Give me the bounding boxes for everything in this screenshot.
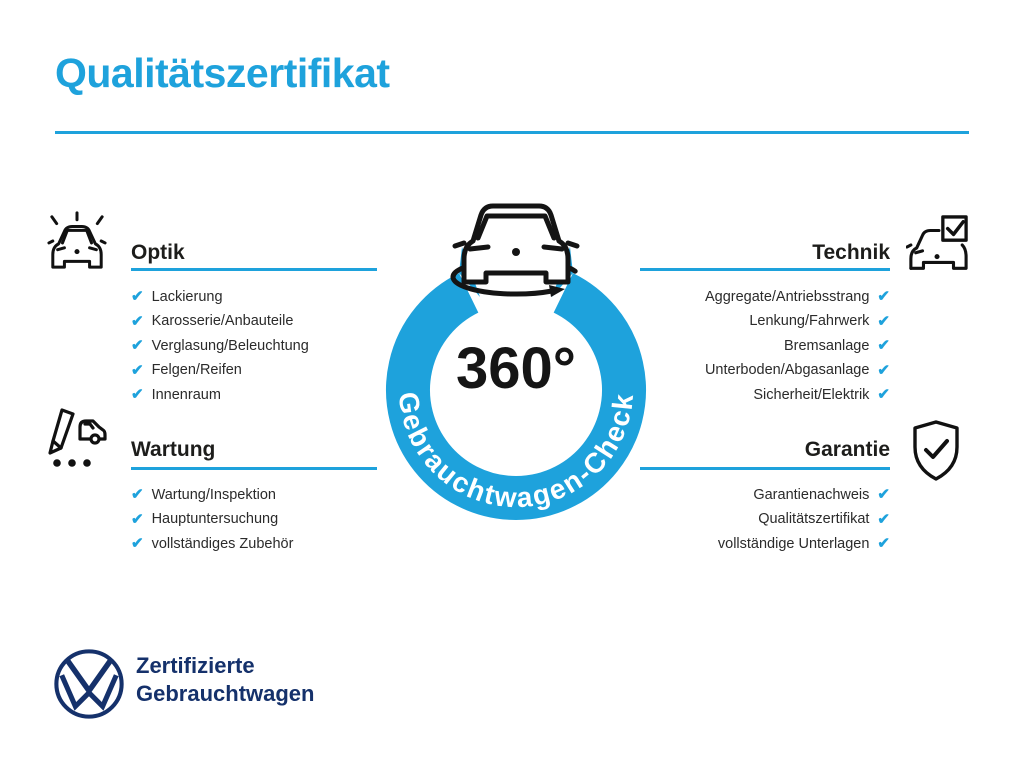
list-item (131, 336, 309, 355)
check-icon: ✔ (877, 386, 890, 403)
check-icon: ✔ (877, 535, 890, 552)
item-label: Sicherheit/Elektrik (753, 386, 870, 403)
item-label: Lenkung/Fahrwerk (749, 313, 870, 329)
list-item (131, 510, 293, 529)
check-icon: ✔ (877, 361, 890, 379)
check-icon: ✔ (131, 361, 144, 379)
wartung-list (131, 485, 293, 559)
list-item (131, 361, 309, 380)
list-item (131, 485, 293, 504)
item-label: Karosserie/Anbauteile (151, 313, 294, 329)
check-icon: ✔ (131, 510, 144, 528)
check-icon: ✔ (131, 337, 144, 354)
vw-logo (52, 647, 126, 721)
check-icon: ✔ (131, 486, 144, 503)
list-item (705, 361, 890, 380)
item-label: Hauptuntersuchung (151, 511, 279, 527)
list-item (705, 312, 890, 331)
item-label: Qualitätszertifikat (758, 511, 870, 527)
technik-heading: Technik (812, 241, 890, 264)
check-icon: ✔ (877, 288, 890, 305)
list-item (705, 287, 890, 306)
badge-360 (366, 185, 666, 525)
check-icon: ✔ (131, 312, 144, 330)
title-divider (55, 131, 969, 134)
list-item (705, 385, 890, 404)
pencil-checklist-car-icon (44, 406, 110, 472)
list-item (718, 485, 890, 504)
wartung-underline (131, 467, 377, 470)
check-icon: ✔ (877, 510, 890, 528)
brand-text (136, 652, 314, 708)
list-item (131, 312, 309, 331)
page-title: Qualitätszertifikat (55, 50, 390, 96)
list-item (705, 336, 890, 355)
car-360-icon (453, 206, 577, 297)
car-shine-icon (46, 211, 108, 271)
shield-check-icon (907, 419, 965, 483)
item-label: Aggregate/Antriebsstrang (704, 288, 870, 305)
check-icon: ✔ (877, 312, 890, 330)
brand-line-1: Zertifizierte (136, 653, 255, 678)
list-item (718, 510, 890, 529)
list-item (131, 385, 309, 404)
item-label: Unterboden/Abgasanlage (704, 362, 870, 378)
optik-heading: Optik (131, 241, 185, 264)
item-label: Felgen/Reifen (151, 362, 242, 378)
item-label: Wartung/Inspektion (151, 486, 276, 503)
item-label: vollständiges Zubehör (151, 535, 294, 552)
list-item (718, 534, 890, 553)
degree-label: 360° (456, 336, 576, 401)
garantie-underline (640, 467, 890, 470)
technik-underline (640, 268, 890, 271)
check-icon: ✔ (131, 288, 144, 305)
check-icon: ✔ (131, 535, 144, 552)
check-icon: ✔ (131, 386, 144, 403)
item-label: Verglasung/Beleuchtung (151, 337, 309, 354)
item-label: vollständige Unterlagen (717, 535, 870, 552)
garantie-heading: Garantie (804, 438, 890, 461)
optik-list (131, 287, 309, 410)
item-label: Lackierung (151, 288, 223, 305)
ring-label: Gebrauchtwagen-Check (392, 390, 640, 514)
technik-list (705, 287, 890, 410)
brand-line-2: Gebrauchtwagen (136, 681, 315, 706)
optik-underline (131, 268, 377, 271)
garantie-list (718, 485, 890, 559)
item-label: Garantienachweis (753, 486, 870, 503)
wartung-heading: Wartung (131, 438, 216, 461)
check-icon: ✔ (877, 337, 890, 354)
list-item (131, 287, 309, 306)
item-label: Innenraum (151, 386, 221, 403)
item-label: Bremsanlage (783, 337, 870, 354)
list-item (131, 534, 293, 553)
check-icon: ✔ (877, 486, 890, 503)
car-checkbox-icon (906, 215, 970, 277)
